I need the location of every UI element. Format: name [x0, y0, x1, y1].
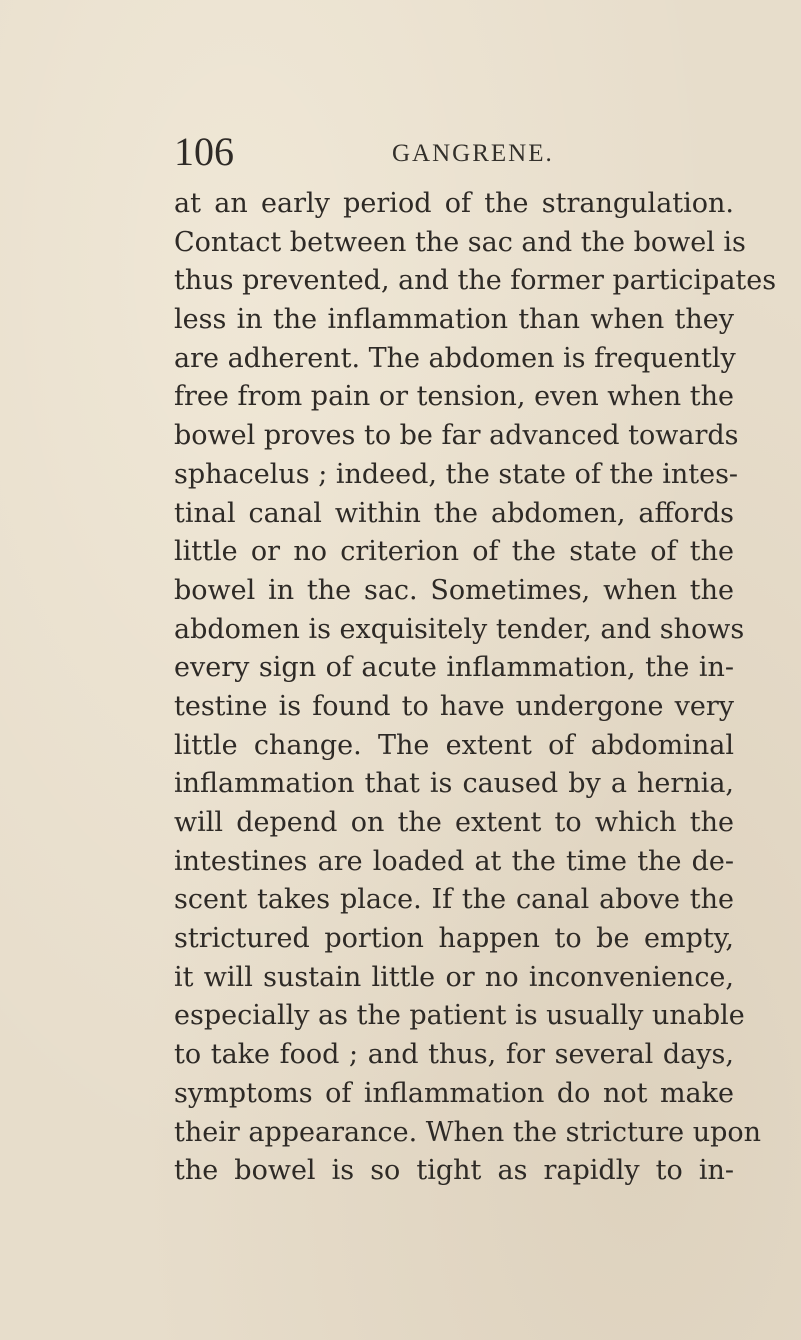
text-line: are adherent. The abdomen is frequently — [174, 342, 736, 374]
text-line: little or no criterion of the state of the — [174, 536, 734, 568]
text-line: free from pain or tension, even when the — [174, 381, 734, 413]
text-line: it will sustain little or no inconvenience, — [174, 961, 734, 993]
text-line: will depend on the extent to which the — [174, 807, 734, 838]
text-line: every sign of acute inflammation, the in- — [174, 652, 734, 684]
text-line: thus prevented, and the former participates — [174, 265, 777, 297]
text-line: less in the inflammation than when they — [174, 304, 734, 336]
running-title: GANGRENE. — [392, 140, 554, 167]
text-line: symptoms of inflammation do not make — [174, 1077, 734, 1109]
text-line: their appearance. When the stricture upon — [174, 1116, 762, 1148]
page-number: 106 — [174, 129, 234, 174]
text-line: bowel in the sac. Sometimes, when the — [174, 574, 734, 606]
text-line: to take food ; and thus, for several days, — [174, 1039, 734, 1071]
text-line: testine is found to have undergone very — [174, 690, 734, 722]
text-line: the bowel is so tight as rapidly to in- — [174, 1155, 734, 1187]
text-line: tinal canal within the abdomen, affords — [174, 497, 734, 529]
text-line: scent takes place. If the canal above the — [174, 884, 734, 916]
text-line: sphacelus ; indeed, the state of the intes- — [174, 458, 739, 490]
text-line: especially as the patient is usually unable — [174, 1000, 745, 1032]
body-text — [174, 185, 777, 1191]
text-line: Contact between the sac and the bowel is — [174, 226, 746, 258]
text-line: strictured portion happen to be empty, — [174, 923, 734, 955]
text-line: intestines are loaded at the time the de- — [174, 845, 734, 877]
text-line: bowel proves to be far advanced towards — [174, 420, 739, 452]
text-line: inflammation that is caused by a hernia, — [174, 768, 734, 800]
text-line: abdomen is exquisitely tender, and shows — [174, 613, 745, 645]
text-line: little change. The extent of abdominal — [174, 729, 734, 761]
text-line: at an early period of the strangulation. — [174, 188, 734, 219]
running-head — [174, 130, 734, 174]
